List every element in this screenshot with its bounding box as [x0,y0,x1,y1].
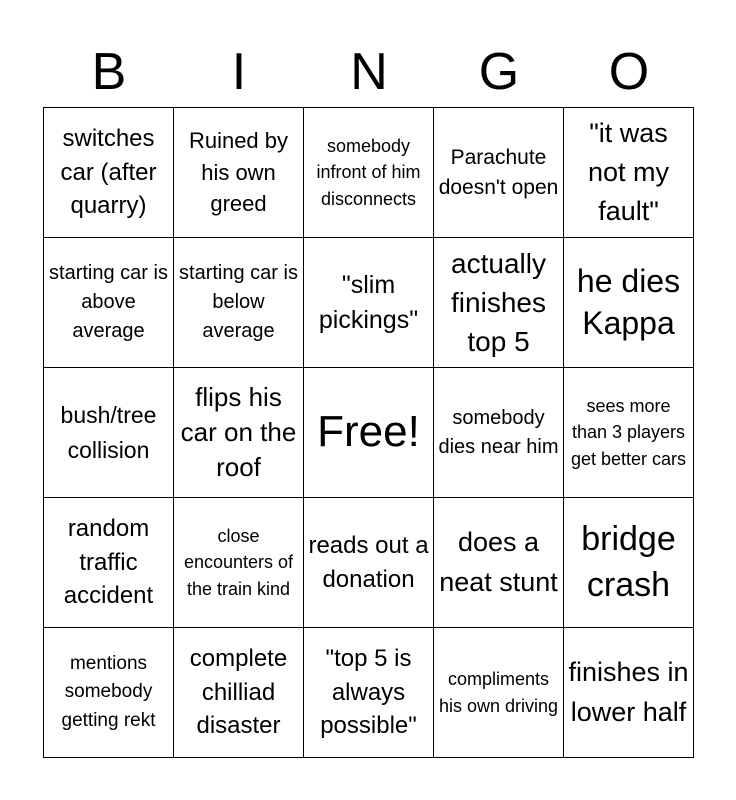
cell-text: somebody dies near him [438,406,559,458]
cell-text: bridge crash [581,519,676,604]
bingo-cell-r4c5[interactable] [564,498,694,628]
cell-text: starting car is below average [179,262,298,342]
cell-text: Ruined by his own greed [188,127,289,217]
free-space-text: Free! [317,407,420,457]
header-letter-b: B [91,43,127,101]
bingo-cell-r5c2[interactable] [174,628,304,758]
bingo-cell-r2c4[interactable] [434,238,564,368]
header-letter-o: O [608,43,650,101]
bingo-cell-r5c3[interactable] [304,628,434,758]
cell-text: "slim pickings" [318,270,419,334]
cell-text: switches car (after quarry) [60,125,157,220]
bingo-cell-r3c2[interactable] [174,368,304,498]
cell-text: reads out a donation [308,531,429,593]
cell-text: random traffic accident [63,515,154,610]
bingo-cell-free[interactable] [304,368,434,498]
cell-text: flips his car on the roof [180,381,297,483]
cell-text: bush/tree collision [60,402,157,463]
bingo-cell-r3c4[interactable] [434,368,564,498]
cell-text: compliments his own driving [438,669,559,716]
bingo-cell-r2c3[interactable] [304,238,434,368]
bingo-cell-r2c2[interactable] [174,238,304,368]
header-letter-i: I [231,43,247,101]
header-letter-g: G [478,43,520,101]
bingo-cell-r4c2[interactable] [174,498,304,628]
bingo-cell-r2c5[interactable] [564,238,694,368]
cell-text: finishes in lower half [568,657,689,727]
bingo-card-grid [43,107,694,758]
cell-text: sees more than 3 players get better cars [570,396,687,469]
cell-text: "it was not my fault" [587,117,670,227]
bingo-cell-r1c4[interactable] [434,108,564,238]
bingo-cell-r1c1[interactable] [44,108,174,238]
header-letter-n: N [350,43,388,101]
bingo-cell-r4c4[interactable] [434,498,564,628]
bingo-cell-r3c5[interactable] [564,368,694,498]
cell-text: starting car is above average [49,262,168,342]
cell-text: "top 5 is always possible" [320,645,417,740]
bingo-cell-r4c3[interactable] [304,498,434,628]
cell-text: mentions somebody getting rekt [61,652,156,731]
bingo-cell-r1c5[interactable] [564,108,694,238]
bingo-header [44,36,694,108]
bingo-cell-r1c3[interactable] [304,108,434,238]
bingo-cell-r3c1[interactable] [44,368,174,498]
cell-text: complete chilliad disaster [189,645,288,740]
cell-text: Parachute doesn't open [438,146,559,199]
bingo-cell-r4c1[interactable] [44,498,174,628]
bingo-cell-r5c4[interactable] [434,628,564,758]
cell-text: he dies Kappa [576,262,681,341]
bingo-cell-r5c5[interactable] [564,628,694,758]
cell-text: close encounters of the train kind [183,526,294,599]
cell-text: actually finishes top 5 [451,247,546,358]
bingo-cell-r5c1[interactable] [44,628,174,758]
bingo-cell-r1c2[interactable] [174,108,304,238]
bingo-cell-r2c1[interactable] [44,238,174,368]
cell-text: somebody infront of him disconnects [316,136,421,209]
cell-text: does a neat stunt [439,527,558,597]
